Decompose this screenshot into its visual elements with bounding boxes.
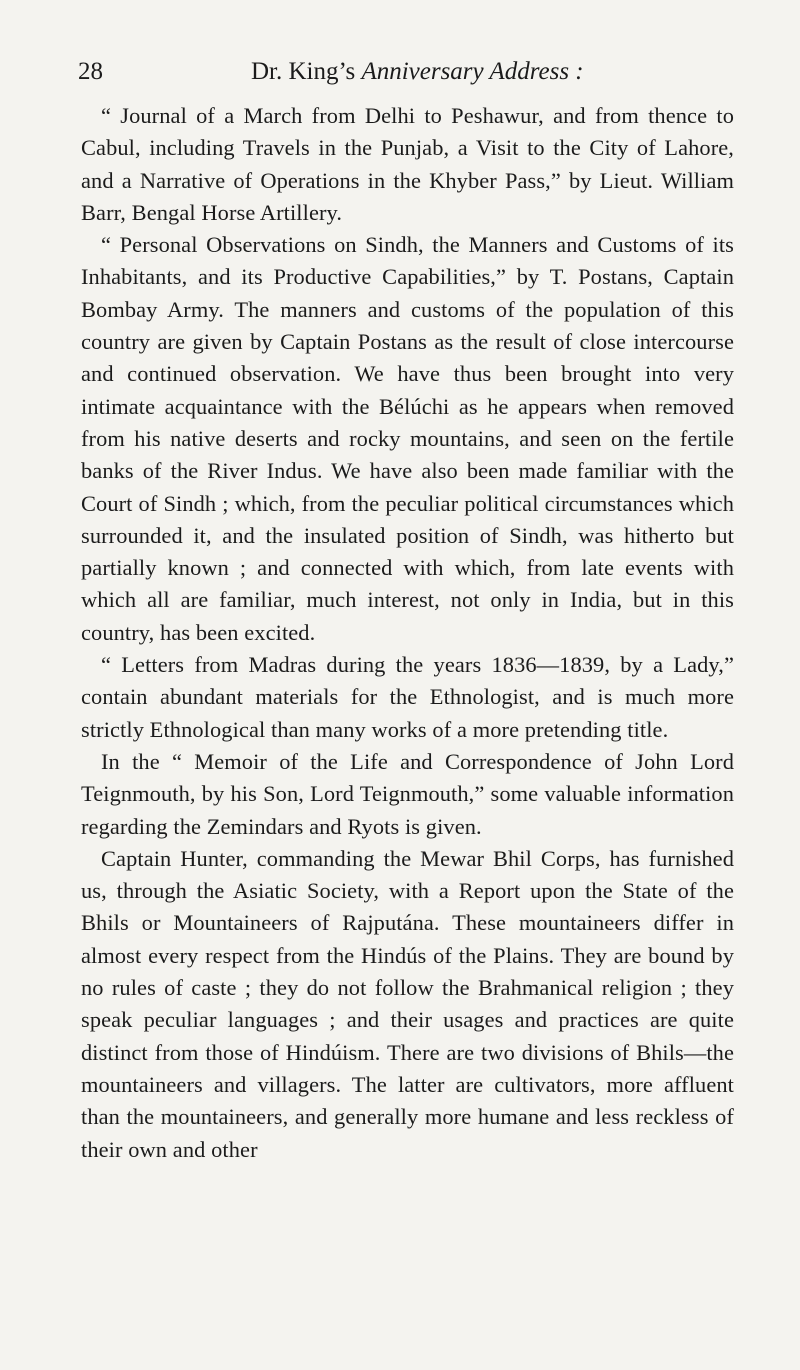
page-header (78, 52, 734, 92)
page-number: 28 (78, 58, 103, 85)
book-page (78, 52, 734, 1166)
running-head (251, 52, 584, 92)
running-head-title: Anniversary Address : (361, 58, 584, 85)
paragraph-hunter-bhils: Captain Hunter, commanding the Mewar Bhil Corps, has furnished us, through the Asiatic Society, with a Report upon the State of the Bhils or Mountaineers of Rajputána. These mountaineers differ in almost every respect from the Hindús of the Plains. They are bound by no rules of caste ; they do not follow the Brahmanical religion ; they speak peculiar languages ; and their usages and practices are quite distinct from those of Hindúism. There are two divisions of Bhils—the mountaineers and villagers. The latter are cultivators, more affluent than the mountaineers, and generally more humane and less reckless of their own and other (81, 845, 734, 1162)
paragraph-teignmouth-memoir: In the “ Memoir of the Life and Correspondence of John Lord Teignmouth, by his Son, Lord Teignmouth,” some valuable information regarding the Zemindars and Ryots is given. (81, 748, 734, 839)
paragraph-barr-journal: “ Journal of a March from Delhi to Peshawur, and from thence to Cabul, including Travels in the Punjab, a Visit to the City of Lahore, and a Narrative of Operations in the Khyber Pass,” by Lieut. William Barr, Bengal Horse Artillery. (81, 103, 734, 225)
page-body (81, 100, 734, 1166)
running-head-author: Dr. King’s (251, 58, 356, 85)
paragraph-postans-sindh: “ Personal Observations on Sindh, the Manners and Customs of its Inhabitants, and its Productive Capabilities,” by T. Postans, Captain Bombay Army. The manners and customs of the population of this country are given by Captain Postans as the result of close intercourse and continued observation. We have thus been brought into very intimate acquaintance with the Bélúchi as he appears when removed from his native deserts and rocky mountains, and seen on the fertile banks of the River Indus. We have also been made familiar with the Court of Sindh ; which, from the peculiar political circumstances which surrounded it, and the insulated position of Sindh, was hitherto but partially known ; and connected with which, from late events with which all are familiar, much interest, not only in India, but in this country, has been excited. (81, 232, 734, 645)
paragraph-madras-letters: “ Letters from Madras during the years 1836—1839, by a Lady,” contain abundant materials for the Ethnologist, and is much more strictly Ethnological than many works of a more pretending title. (81, 652, 734, 742)
